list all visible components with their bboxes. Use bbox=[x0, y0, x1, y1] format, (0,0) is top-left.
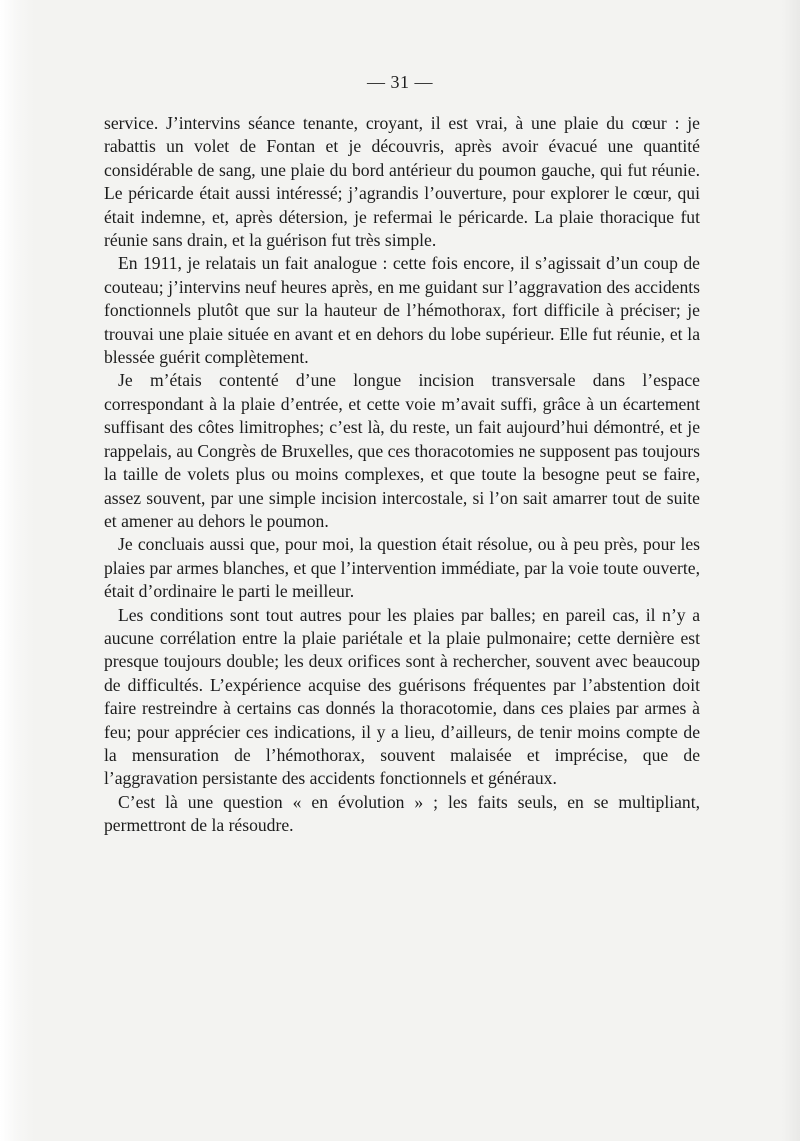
paragraph-6: C’est là une question « en évolution » ; les faits seuls, en se multipliant, permettront de la résoudre. bbox=[104, 791, 700, 836]
paragraph-2: En 1911, je relatais un fait analogue : cette fois encore, il s’agissait d’un coup de couteau; j’intervins neuf heures après, en me guidant sur l’aggravation des accidents fonctionnels plutôt que sur la hauteur de l’hémothorax, fort difficile à préciser; je trouvai une plaie située en avant et en dehors du lobe supérieur. Elle fut réunie, et la blessée guérit complètement. bbox=[104, 253, 700, 368]
paragraph-3: Je m’étais contenté d’une longue incision transversale dans l’espace correspondant à la plaie d’entrée, et cette voie m’avait suffi, grâce à un écartement suffisant des côtes limitrophes; c’est là, du reste, un fait aujourd’hui démontré, et je rappelais, au Congrès de Bruxelles, que ces thoracotomies ne supposent pas toujours la taille de volets plus ou moins complexes, et que toute la besogne peut se faire, assez souvent, par une simple incision intercostale, si l’on sait amarrer tout de suite et amener au dehors le poumon. bbox=[104, 370, 700, 531]
paragraph-4: Je concluais aussi que, pour moi, la question était résolue, ou à peu près, pour les plaies par armes blanches, et que l’intervention immédiate, par la voie toute ouverte, était d’ordinaire le parti le meilleur. bbox=[104, 534, 700, 602]
page-number: — 31 — bbox=[367, 72, 433, 92]
paragraph-1: service. J’intervins séance tenante, croyant, il est vrai, à une plaie du cœur : je rabattis un volet de Fontan et je découvris, après avoir évacué une quantité considérable de sang, une plaie du bord antérieur du poumon gauche, qui fut réunie. Le péricarde était aussi intéressé; j’agrandis l’ouverture, pour explorer le cœur, qui était indemne, et, après détersion, je refermai le péricarde. La plaie thoracique fut réunie sans drain, et la guérison fut très simple. bbox=[104, 113, 700, 251]
body-text bbox=[104, 112, 700, 838]
paragraph-5: Les conditions sont tout autres pour les plaies par balles; en pareil cas, il n’y a aucune corrélation entre la plaie pariétale et la plaie pulmonaire; cette dernière est presque toujours double; les deux orifices sont à rechercher, souvent avec beaucoup de difficultés. L’expérience acquise des guérisons fréquentes par l’abstention doit faire restreindre à certains cas donnés la thoracotomie, dans ces plaies par armes à feu; pour apprécier ces indications, il y a lieu, d’ailleurs, de tenir moins compte de la mensuration de l’hémothorax, souvent malaisée et imprécise, que de l’aggravation persistante des accidents fonctionnels et généraux. bbox=[104, 604, 700, 789]
